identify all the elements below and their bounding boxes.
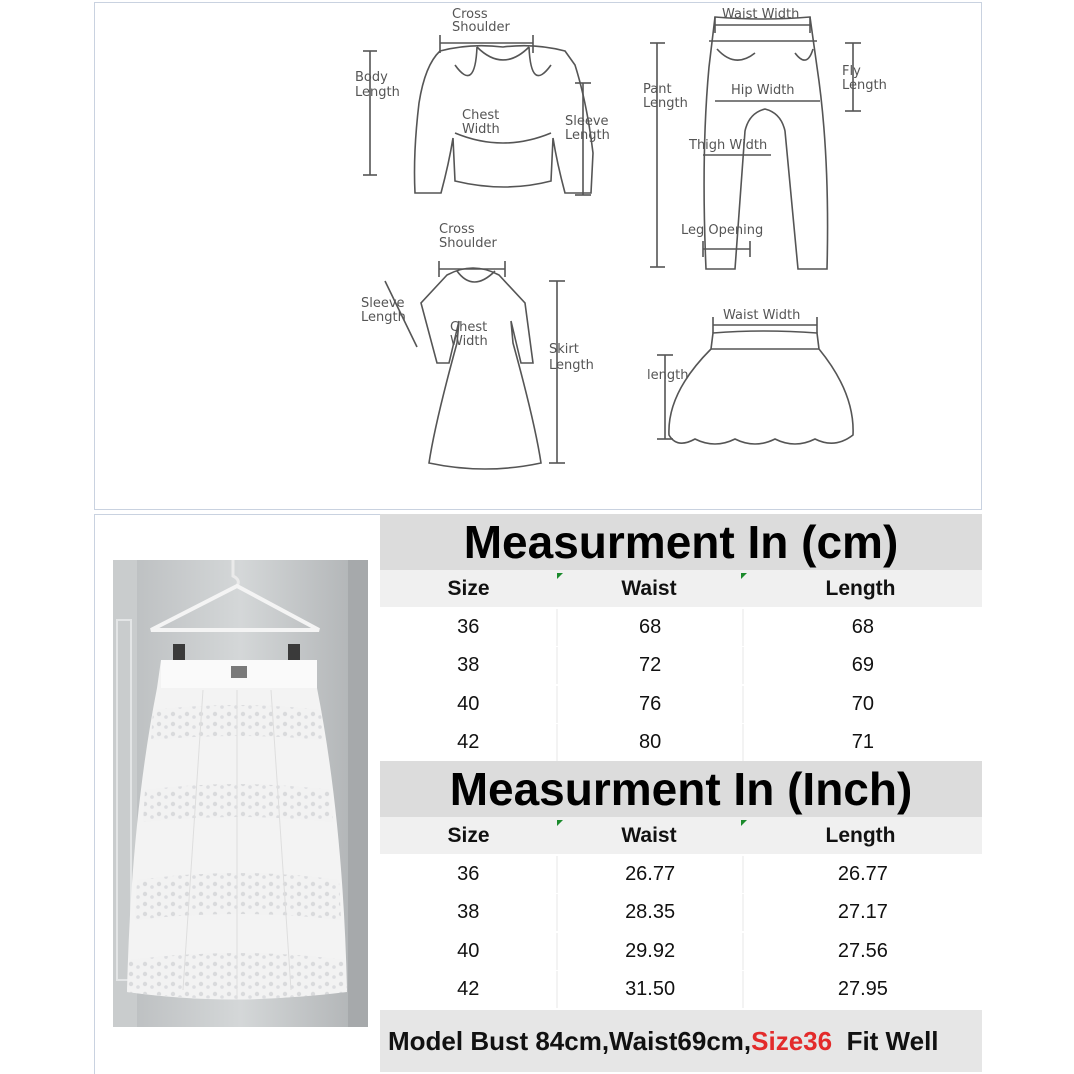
label-chest-width-dress-2: Width: [450, 334, 488, 349]
label-pant-length-1: Pant: [643, 82, 672, 97]
model-note-suffix: Fit Well: [846, 1025, 939, 1056]
cell-length: 68: [744, 609, 982, 646]
model-note-prefix: Model Bust 84cm,Waist69cm,: [388, 1025, 752, 1056]
cell-waist: 28.35: [558, 894, 741, 931]
label-waist-width-skirt: Waist Width: [723, 308, 801, 323]
cell-length: 27.17: [744, 894, 982, 931]
tick-mark: [557, 573, 563, 579]
cell-waist: 68: [558, 609, 741, 646]
label-length-skirt: length: [647, 368, 689, 383]
cell-size: 40: [380, 686, 556, 723]
label-cross-shoulder-dress-1: Cross: [439, 222, 475, 237]
cell-waist: 29.92: [558, 933, 741, 970]
cell-waist: 26.77: [558, 856, 741, 893]
cell-size: 38: [380, 894, 556, 931]
label-cross-shoulder-dress-2: Shoulder: [439, 236, 497, 251]
label-chest-width-dress-1: Chest: [450, 320, 488, 335]
header-waist: [557, 570, 741, 607]
header-waist-label: Waist: [621, 576, 677, 600]
cell-size: 42: [380, 724, 556, 761]
table-row: [380, 971, 982, 1008]
cell-waist: 31.50: [558, 971, 741, 1008]
table-inch-header-row: [380, 817, 982, 854]
header-size: Size: [447, 823, 490, 847]
size-diagram-panel: [94, 2, 982, 510]
cell-length: 27.95: [744, 971, 982, 1008]
cell-length: 71: [744, 724, 982, 761]
cell-size: 42: [380, 971, 556, 1008]
label-skirt-length-1: Skirt: [549, 342, 579, 357]
label-waist-width-pants: Waist Width: [722, 7, 800, 22]
cell-size: 36: [380, 856, 556, 893]
cell-size: 36: [380, 609, 556, 646]
label-sleeve-length-top-1: Sleeve: [565, 114, 609, 129]
table-row: [380, 933, 982, 970]
tick-mark: [557, 820, 563, 826]
label-chest-width-top-1: Chest: [462, 108, 500, 123]
label-chest-width-top-2: Width: [462, 122, 500, 137]
label-body-length-1: Body: [355, 70, 388, 85]
table-cm-title: Measurment In (cm): [380, 514, 982, 570]
label-thigh-width: Thigh Width: [689, 138, 768, 153]
label-pant-length-2: Length: [643, 96, 688, 111]
label-sleeve-length-dress-2: Length: [361, 310, 406, 325]
label-body-length-2: Length: [355, 85, 400, 100]
table-row: [380, 609, 982, 646]
model-note-size: Size36: [751, 1025, 833, 1056]
table-inch: [380, 761, 982, 1010]
skirt-drawing: [669, 331, 853, 444]
header-length: [741, 570, 980, 607]
header-waist-label: Waist: [621, 823, 677, 847]
cell-length: 70: [744, 686, 982, 723]
cell-waist: 76: [558, 686, 741, 723]
label-fly-length-1: Fly: [842, 64, 861, 79]
label-hip-width: Hip Width: [731, 83, 795, 98]
label-skirt-length-2: Length: [549, 358, 594, 373]
model-note: [380, 1010, 982, 1072]
table-cm-header-row: [380, 570, 982, 607]
table-inch-title: Measurment In (Inch): [380, 761, 982, 817]
label-leg-opening: Leg Opening: [681, 223, 764, 238]
tick-mark: [741, 820, 747, 826]
cell-waist: 80: [558, 724, 741, 761]
label-fly-length-2: Length: [842, 78, 887, 93]
dress-drawing: [421, 268, 541, 469]
header-length-label: Length: [825, 576, 896, 600]
label-sleeve-length-dress-1: Sleeve: [361, 296, 405, 311]
header-size: Size: [447, 576, 490, 600]
garment-diagrams: [95, 3, 983, 511]
cell-waist: 72: [558, 647, 741, 684]
label-cross-shoulder-top-2: Shoulder: [452, 20, 510, 35]
header-length: [741, 817, 980, 854]
table-cm: [380, 514, 982, 763]
cell-length: 69: [744, 647, 982, 684]
cell-size: 38: [380, 647, 556, 684]
header-length-label: Length: [825, 823, 896, 847]
cell-length: 26.77: [744, 856, 982, 893]
header-waist: [557, 817, 741, 854]
cell-size: 40: [380, 933, 556, 970]
label-cross-shoulder-top-1: Cross: [452, 7, 488, 22]
table-row: [380, 647, 982, 684]
table-row: [380, 724, 982, 761]
label-sleeve-length-top-2: Length: [565, 128, 610, 143]
cell-length: 27.56: [744, 933, 982, 970]
table-row: [380, 856, 982, 893]
table-row: [380, 894, 982, 931]
white-lace-skirt-on-hanger-photo: [113, 560, 368, 1027]
tick-mark: [741, 573, 747, 579]
table-row: [380, 686, 982, 723]
